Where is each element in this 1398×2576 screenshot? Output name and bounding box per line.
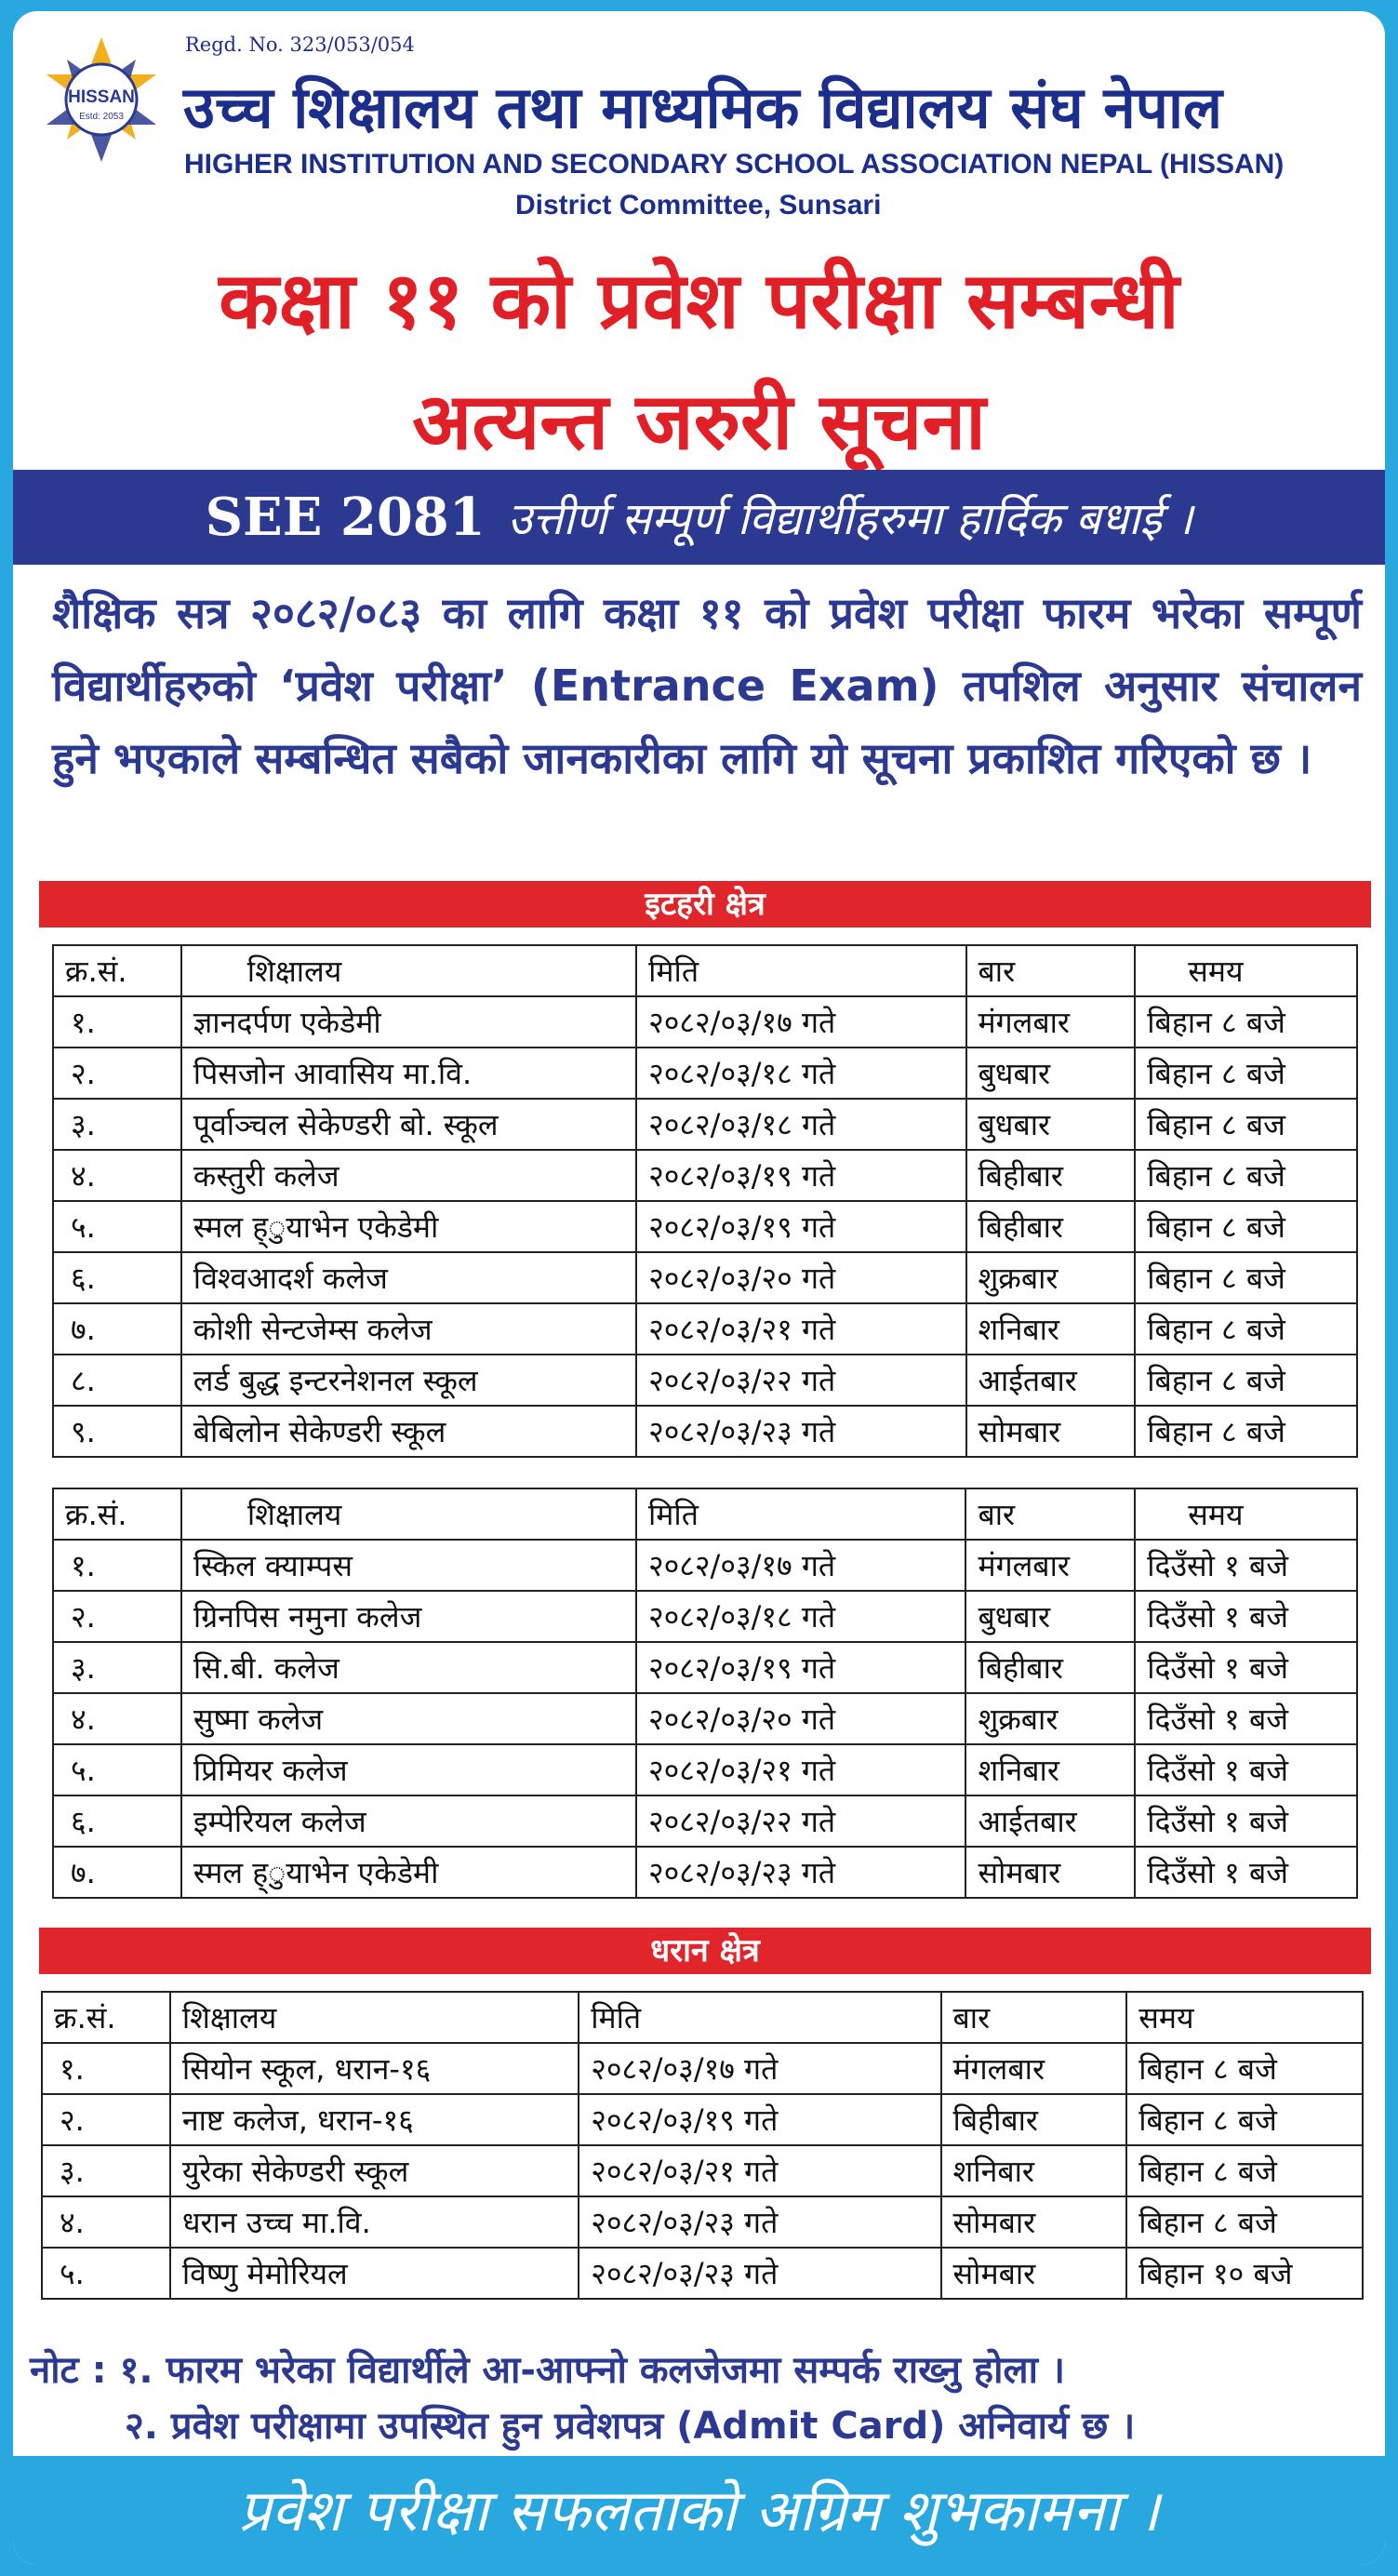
logo-estd: Estd: 2053 [79, 112, 124, 122]
table-row [53, 996, 1357, 1048]
date-cell: २०८२/०३/१७ गते [579, 2043, 940, 2094]
day-cell: बिहीबार [966, 1201, 1136, 1252]
time-cell: बिहान ८ बजे [1135, 1048, 1357, 1099]
table-row [53, 1303, 1357, 1355]
time-cell: दिउँसो १ बजे [1135, 1847, 1357, 1898]
school-cell: युरेका सेकेण्डरी स्कूल [170, 2145, 579, 2196]
school-cell: स्मल ह्ुयाभेन एकेडेमी [181, 1201, 636, 1252]
see-label: SEE 2081 [205, 487, 486, 548]
serial-cell: ४. [53, 1693, 181, 1744]
serial-cell: १. [53, 1540, 181, 1591]
date-cell: २०८२/०३/१९ गते [636, 1642, 965, 1693]
itahari-afternoon-table [52, 1488, 1358, 1899]
table-row [53, 1847, 1357, 1898]
district-committee: District Committee, Sunsari [515, 190, 882, 220]
time-cell: दिउँसो १ बजे [1135, 1591, 1357, 1642]
serial-cell: ५. [42, 2248, 170, 2299]
time-cell: बिहान ८ बजे [1126, 2043, 1363, 2094]
school-cell: पिसजोन आवासिय मा.वि. [181, 1048, 636, 1099]
serial-cell: २. [53, 1591, 181, 1642]
serial-cell: ३. [53, 1642, 181, 1693]
school-cell: नाष्ट कलेज, धरान-१६ [170, 2094, 579, 2145]
notice-title-line2: अत्यन्त जरुरी सूचना [412, 376, 986, 467]
day-cell: सोमबार [966, 1406, 1136, 1457]
table-row [53, 1744, 1357, 1795]
day-cell: आईतबार [966, 1355, 1136, 1406]
col-header-sn: क्र.सं. [53, 945, 181, 996]
table-row [53, 1150, 1357, 1201]
day-cell: बुधबार [965, 1591, 1135, 1642]
table-row [53, 1795, 1357, 1847]
serial-cell: ७. [53, 1847, 181, 1898]
col-header-time: समय [1126, 1992, 1363, 2043]
col-header-time: समय [1135, 1488, 1357, 1540]
school-cell: स्मल ह्ुयाभेन एकेडेमी [181, 1847, 636, 1898]
hissan-logo [35, 33, 167, 166]
school-cell: इम्पेरियल कलेज [181, 1795, 636, 1847]
serial-cell: ५. [53, 1744, 181, 1795]
day-cell: शनिबार [966, 1303, 1136, 1355]
date-cell: २०८२/०३/१७ गते [636, 1540, 965, 1591]
intro-paragraph: शैक्षिक सत्र २०८२/०८३ का लागि कक्षा ११ को प्रवेश परीक्षा फारम भरेका सम्पूर्ण विद्यार्थीहरुको ‘प्रवेश परीक्षा’ (Entrance Exam) तपशिल अनुसार संचालन हुने भएकाले सम्बन्धित सबैको जानकारीका लागि यो सूचना प्रकाशित गरिएको छ । [52, 588, 1362, 783]
school-cell: प्रिमियर कलेज [181, 1744, 636, 1795]
serial-cell: १. [53, 996, 181, 1048]
school-cell: ग्रिनपिस नमुना कलेज [181, 1591, 636, 1642]
day-cell: आईतबार [965, 1795, 1135, 1847]
day-cell: सोमबार [941, 2196, 1127, 2248]
school-cell: कस्तुरी कलेज [181, 1150, 636, 1201]
logo-text: HISSAN [68, 87, 135, 107]
time-cell: बिहान ८ बजे [1135, 1303, 1357, 1355]
table-row [53, 1201, 1357, 1252]
serial-cell: ३. [53, 1099, 181, 1150]
school-cell: धरान उच्च मा.वि. [170, 2196, 579, 2248]
school-cell: बेबिलोन सेकेण्डरी स्कूल [181, 1406, 636, 1457]
serial-cell: ४. [53, 1150, 181, 1201]
serial-cell: ३. [42, 2145, 170, 2196]
serial-cell: ४. [42, 2196, 170, 2248]
day-cell: बुधबार [966, 1048, 1136, 1099]
date-cell: २०८२/०३/१७ गते [636, 996, 965, 1048]
date-cell: २०८२/०३/२० गते [636, 1693, 965, 1744]
date-cell: २०८२/०३/१९ गते [636, 1150, 965, 1201]
serial-cell: ६. [53, 1795, 181, 1847]
school-cell: सुष्मा कलेज [181, 1693, 636, 1744]
date-cell: २०८२/०३/२१ गते [636, 1303, 965, 1355]
note-line-1: नोट : १. फारम भरेका विद्यार्थीले आ-आफ्नो कलजेजमा सम्पर्क राख्नु होला । [30, 2349, 1066, 2392]
table-header-row [53, 1488, 1357, 1540]
day-cell: सोमबार [965, 1847, 1135, 1898]
date-cell: २०८२/०३/१८ गते [636, 1048, 965, 1099]
col-header-school: शिक्षालय [181, 1488, 636, 1540]
school-cell: सि.बी. कलेज [181, 1642, 636, 1693]
school-cell: ज्ञानदर्पण एकेडेमी [181, 996, 636, 1048]
table-row [53, 1048, 1357, 1099]
date-cell: २०८२/०३/१८ गते [636, 1099, 965, 1150]
school-cell: लर्ड बुद्ध इन्टरनेशनल स्कूल [181, 1355, 636, 1406]
date-cell: २०८२/०३/१८ गते [636, 1591, 965, 1642]
footer-wishes: प्रवेश परीक्षा सफलताको अग्रिम शुभकामना । [13, 2456, 1385, 2565]
congrats-message: उत्तीर्ण सम्पूर्ण विद्यार्थीहरुमा हार्दिक बधाई । [507, 492, 1193, 545]
day-cell: मंगलबार [965, 1540, 1135, 1591]
time-cell: दिउँसो १ बजे [1135, 1795, 1357, 1847]
table-row [53, 1540, 1357, 1591]
date-cell: २०८२/०३/२३ गते [636, 1406, 965, 1457]
org-name-nepali: उच्च शिक्षालय तथा माध्यमिक विद्यालय संघ नेपाल [183, 73, 1223, 141]
school-cell: कोशी सेन्टजेम्स कलेज [181, 1303, 636, 1355]
serial-cell: ७. [53, 1303, 181, 1355]
time-cell: बिहान १० बजे [1126, 2248, 1363, 2299]
school-cell: पूर्वाञ्चल सेकेण्डरी बो. स्कूल [181, 1099, 636, 1150]
date-cell: २०८२/०३/१९ गते [636, 1201, 965, 1252]
time-cell: बिहान ८ बजे [1135, 1201, 1357, 1252]
time-cell: बिहान ८ बज [1135, 1099, 1357, 1150]
time-cell: दिउँसो १ बजे [1135, 1540, 1357, 1591]
col-header-date: मिति [636, 945, 965, 996]
table-header-row [42, 1992, 1363, 2043]
col-header-date: मिति [579, 1992, 940, 2043]
table-row [53, 1591, 1357, 1642]
day-cell: बिहीबार [965, 1642, 1135, 1693]
notice-title-line1: कक्षा ११ को प्रवेश परीक्षा सम्बन्धी [219, 255, 1179, 346]
school-cell: विष्णु मेमोरियल [170, 2248, 579, 2299]
org-name-english: HIGHER INSTITUTION AND SECONDARY SCHOOL ASSOCIATION NEPAL (HISSAN) [184, 149, 1285, 180]
date-cell: २०८२/०३/२२ गते [636, 1355, 965, 1406]
table-row [53, 1099, 1357, 1150]
serial-cell: ८. [53, 1355, 181, 1406]
table-row [53, 1693, 1357, 1744]
time-cell: बिहान ८ बजे [1135, 996, 1357, 1048]
table-row [42, 2248, 1363, 2299]
time-cell: बिहान ८ बजे [1135, 1252, 1357, 1303]
col-header-day: बार [941, 1992, 1127, 2043]
school-cell: विश्वआदर्श कलेज [181, 1252, 636, 1303]
serial-cell: २. [42, 2094, 170, 2145]
school-cell: स्किल क्याम्पस [181, 1540, 636, 1591]
date-cell: २०८२/०३/२३ गते [636, 1847, 965, 1898]
date-cell: २०८२/०३/२१ गते [579, 2145, 940, 2196]
day-cell: मंगलबार [966, 996, 1136, 1048]
date-cell: २०८२/०३/२२ गते [636, 1795, 965, 1847]
time-cell: बिहान ८ बजे [1126, 2094, 1363, 2145]
col-header-sn: क्र.सं. [53, 1488, 181, 1540]
day-cell: बिहीबार [966, 1150, 1136, 1201]
serial-cell: ६. [53, 1252, 181, 1303]
note-line-2: २. प्रवेश परीक्षामा उपस्थित हुन प्रवेशपत्र (Admit Card) अनिवार्य छ । [125, 2405, 1136, 2448]
time-cell: दिउँसो १ बजे [1135, 1642, 1357, 1693]
col-header-school: शिक्षालय [181, 945, 636, 996]
day-cell: शनिबार [965, 1744, 1135, 1795]
table-row [42, 2145, 1363, 2196]
time-cell: बिहान ८ बजे [1135, 1406, 1357, 1457]
day-cell: शुक्रबार [965, 1693, 1135, 1744]
col-header-school: शिक्षालय [170, 1992, 579, 2043]
date-cell: २०८२/०३/२१ गते [636, 1744, 965, 1795]
itahari-heading: इटहरी क्षेत्र [39, 881, 1371, 928]
col-header-day: बार [965, 1488, 1135, 1540]
serial-cell: ९. [53, 1406, 181, 1457]
date-cell: २०८२/०३/१९ गते [579, 2094, 940, 2145]
date-cell: २०८२/०३/२३ गते [579, 2248, 940, 2299]
table-row [53, 1642, 1357, 1693]
time-cell: बिहान ८ बजे [1126, 2145, 1363, 2196]
time-cell: बिहान ८ बजे [1135, 1150, 1357, 1201]
day-cell: बुधबार [966, 1099, 1136, 1150]
day-cell: मंगलबार [941, 2043, 1127, 2094]
table-row [53, 1406, 1357, 1457]
dharan-heading: धरान क्षेत्र [39, 1928, 1371, 1974]
serial-cell: ५. [53, 1201, 181, 1252]
time-cell: दिउँसो १ बजे [1135, 1693, 1357, 1744]
itahari-morning-table [52, 944, 1358, 1458]
col-header-sn: क्र.सं. [42, 1992, 170, 2043]
col-header-date: मिति [636, 1488, 965, 1540]
date-cell: २०८२/०३/२० गते [636, 1252, 965, 1303]
serial-cell: २. [53, 1048, 181, 1099]
time-cell: बिहान ८ बजे [1135, 1355, 1357, 1406]
school-cell: सियोन स्कूल, धरान-१६ [170, 2043, 579, 2094]
congrats-banner [13, 470, 1385, 565]
serial-cell: १. [42, 2043, 170, 2094]
dharan-table [41, 1991, 1364, 2300]
table-row [42, 2196, 1363, 2248]
table-row [42, 2094, 1363, 2145]
table-row [42, 2043, 1363, 2094]
day-cell: शुक्रबार [966, 1252, 1136, 1303]
registration-number: Regd. No. 323/053/054 [185, 33, 415, 56]
col-header-time: समय [1135, 945, 1357, 996]
table-row [53, 1355, 1357, 1406]
col-header-day: बार [966, 945, 1136, 996]
notice-page [13, 11, 1385, 2565]
day-cell: बिहीबार [941, 2094, 1127, 2145]
day-cell: सोमबार [941, 2248, 1127, 2299]
table-row [53, 1252, 1357, 1303]
table-header-row [53, 945, 1357, 996]
day-cell: शनिबार [941, 2145, 1127, 2196]
date-cell: २०८२/०३/२३ गते [579, 2196, 940, 2248]
time-cell: बिहान ८ बजे [1126, 2196, 1363, 2248]
time-cell: दिउँसो १ बजे [1135, 1744, 1357, 1795]
